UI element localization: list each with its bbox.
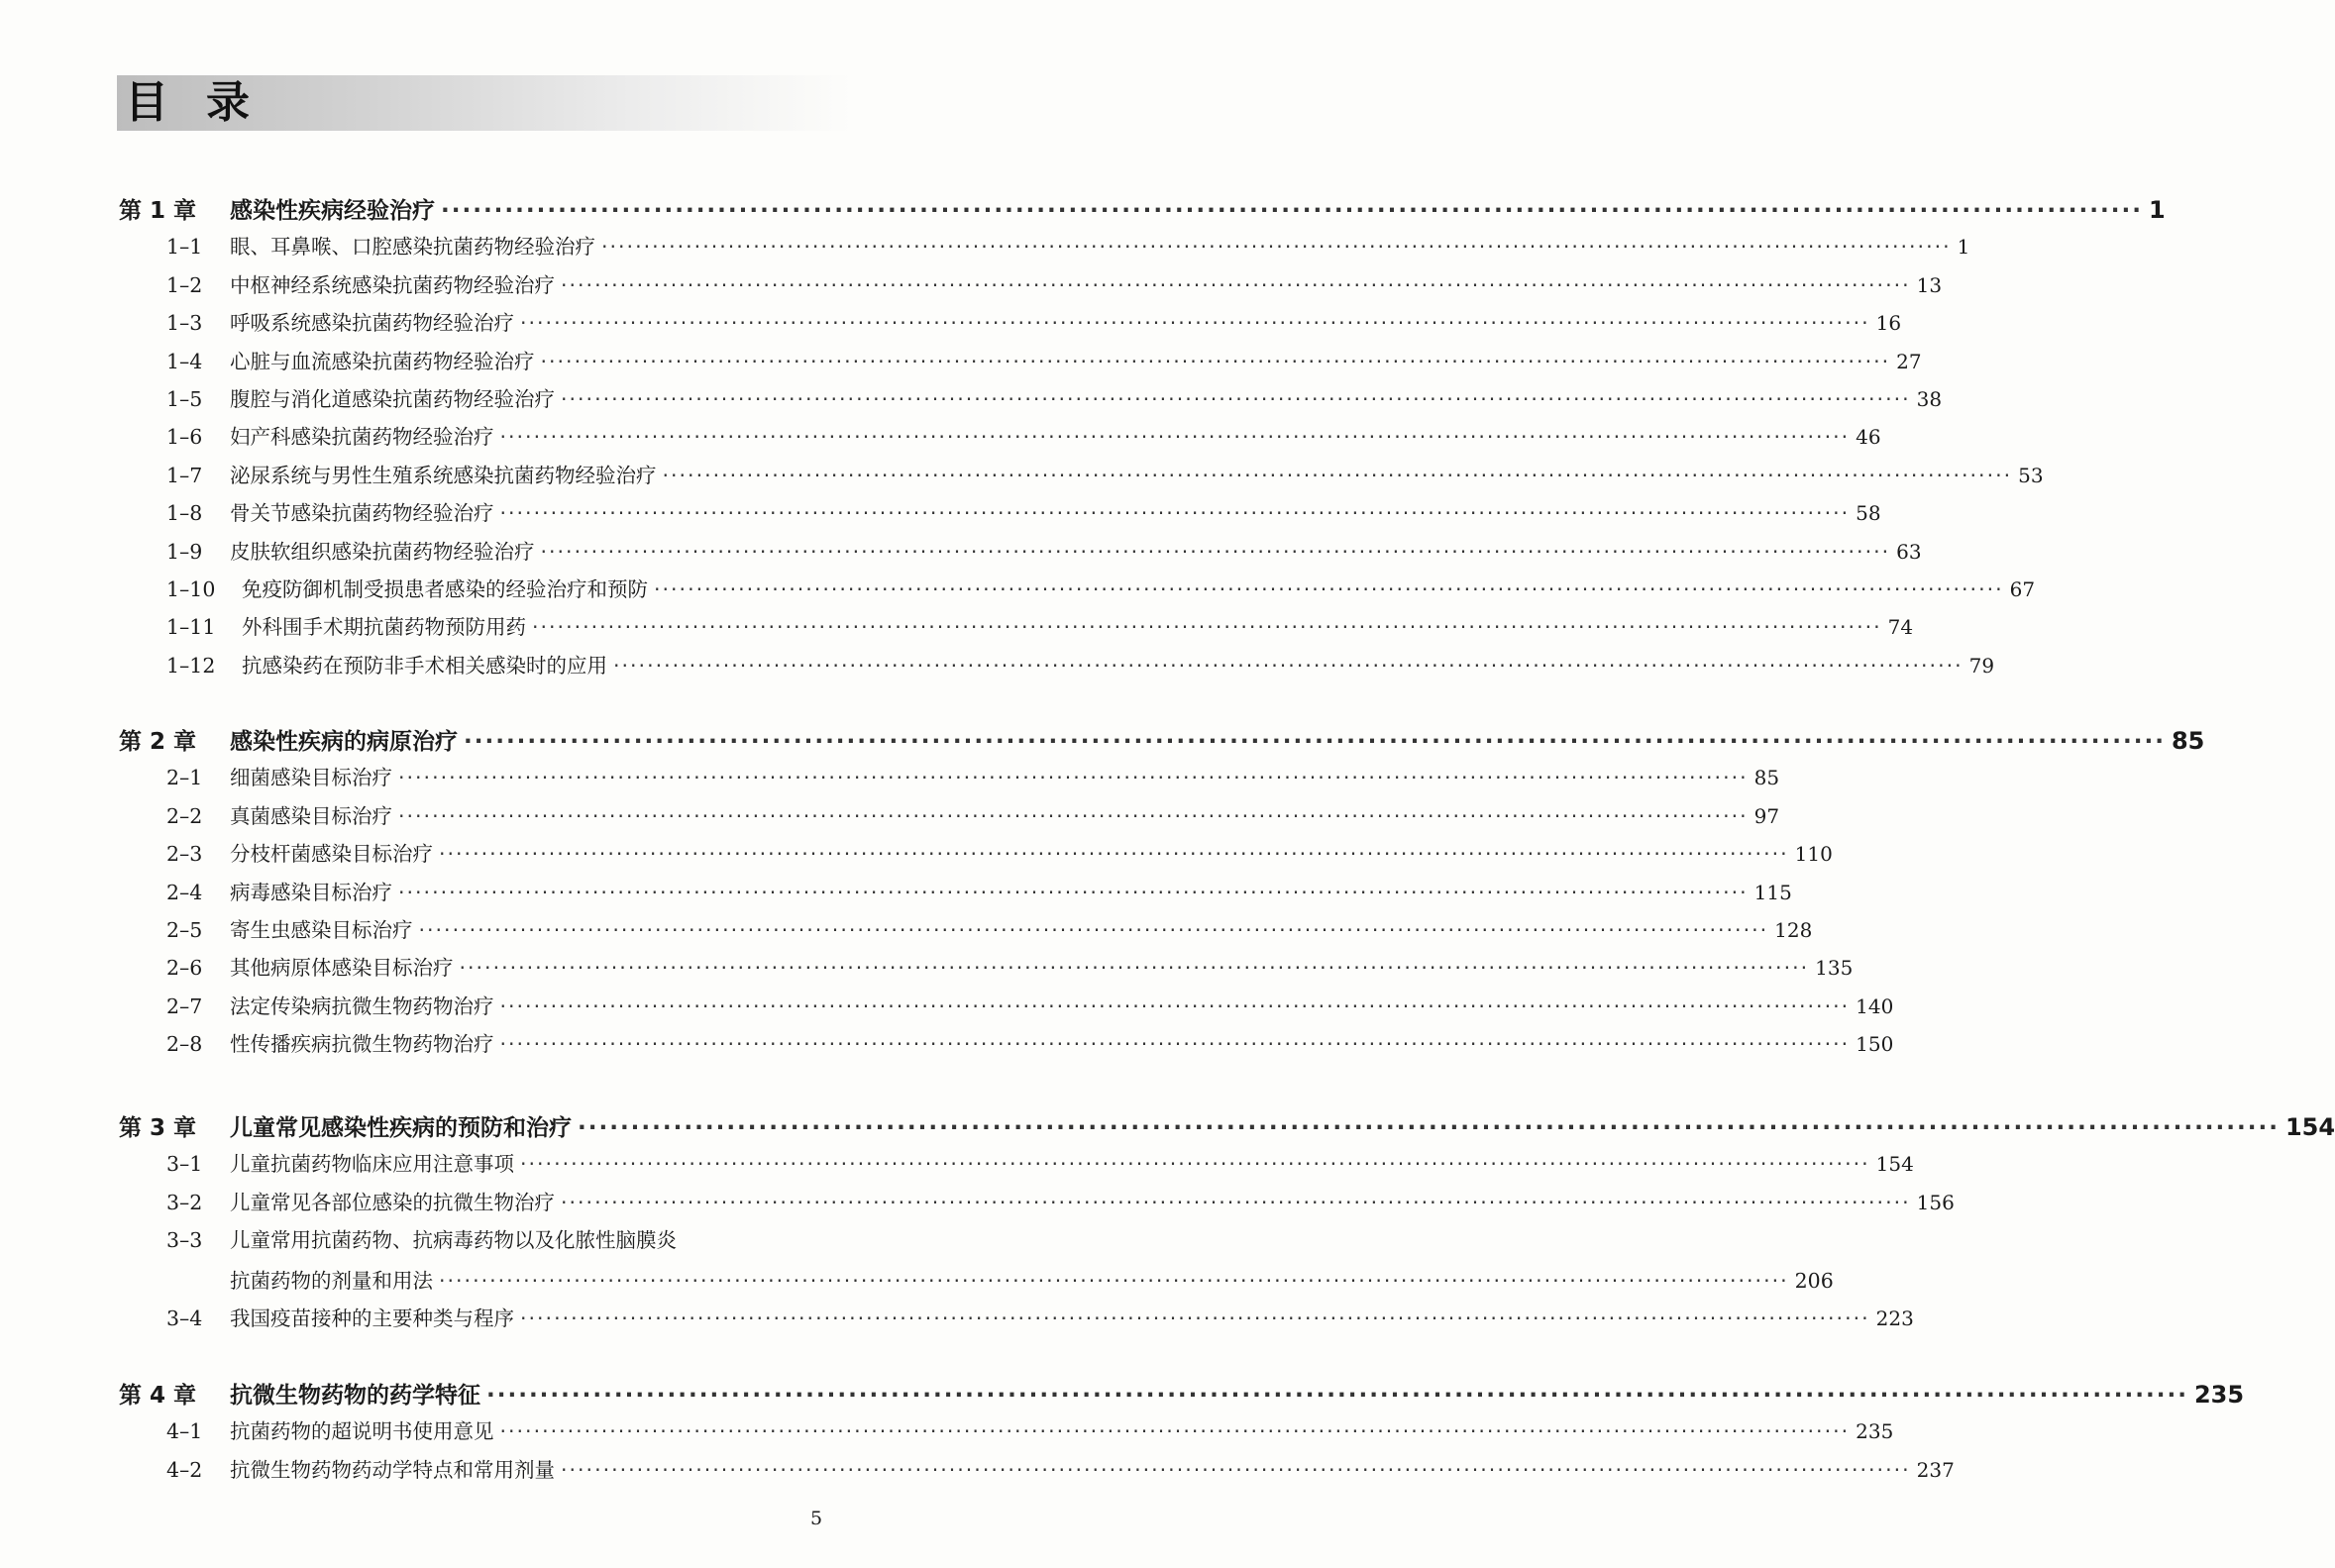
- section-page: 1: [1957, 235, 1970, 260]
- dot-leader: ································································································································································: [561, 1457, 1911, 1482]
- dot-leader: ································································································································································: [439, 1268, 1789, 1293]
- toc-chapter[interactable]: [119, 1109, 2335, 1142]
- chapter-title: 感染性疾病的病原治疗: [230, 729, 458, 755]
- dot-leader: ································································································································································: [499, 501, 1851, 526]
- section-title: 儿童常用抗菌药物、抗病毒药物以及化脓性脑膜炎: [230, 1228, 677, 1253]
- toc-entry[interactable]: [166, 913, 1813, 943]
- section-number: 1–12: [166, 653, 216, 678]
- section-number: 3–2: [166, 1190, 203, 1214]
- section-title: 妇产科感染抗菌药物经验治疗: [230, 425, 494, 450]
- dot-leader: ································································································································································: [398, 880, 1749, 904]
- toc-entry[interactable]: [166, 573, 2036, 602]
- dot-leader: ································································································································································: [540, 349, 1891, 373]
- toc-chapter[interactable]: [119, 723, 2205, 756]
- toc-entry[interactable]: [166, 761, 1780, 790]
- section-page: 63: [1896, 539, 1922, 564]
- section-number: 1–9: [166, 539, 203, 564]
- section-number: 1–11: [166, 615, 216, 640]
- section-page: 237: [1916, 1457, 1955, 1482]
- section-number: 3–4: [166, 1307, 203, 1330]
- toc-entry[interactable]: [166, 420, 1881, 450]
- page-number: 5: [810, 1508, 823, 1529]
- dot-leader: ································································································································································: [654, 577, 2004, 601]
- section-title: 真菌感染目标治疗: [230, 803, 392, 828]
- toc-chapter[interactable]: [119, 192, 2166, 225]
- section-number: 1–8: [166, 501, 203, 526]
- dot-leader: ································································································································································: [532, 615, 1882, 640]
- section-page: 67: [2009, 577, 2036, 601]
- section-title: 儿童抗菌药物临床应用注意事项: [230, 1152, 514, 1177]
- section-number: 2–6: [166, 956, 203, 981]
- section-page: 13: [1916, 272, 1943, 297]
- section-number: 3–1: [166, 1152, 203, 1177]
- cont-title: 抗菌药物的剂量和用法: [230, 1268, 433, 1293]
- dot-leader: ································································································································································: [418, 918, 1769, 942]
- section-number: 1–3: [166, 311, 203, 336]
- toc-entry[interactable]: [166, 1223, 828, 1253]
- dot-leader: ································································································································································: [486, 1383, 2188, 1409]
- section-number: 3–3: [166, 1228, 203, 1253]
- section-page: 46: [1856, 425, 1881, 450]
- section-title: 泌尿系统与男性生殖系统感染抗菌药物经验治疗: [230, 463, 657, 487]
- chapter-page: 154: [2284, 1113, 2335, 1141]
- section-page: 235: [1856, 1419, 1894, 1444]
- toc-entry[interactable]: [166, 799, 1780, 829]
- chapter-number: 第 3 章: [119, 1115, 197, 1141]
- section-page: 140: [1856, 993, 1894, 1018]
- section-title: 寄生虫感染目标治疗: [230, 918, 413, 942]
- toc-entry[interactable]: [166, 1147, 1914, 1177]
- section-page: 79: [1968, 653, 1995, 678]
- section-title: 外科围手术期抗菌药物预防用药: [242, 615, 526, 640]
- dot-leader: ································································································································································: [441, 198, 2143, 224]
- section-page: 110: [1794, 842, 1833, 867]
- section-page: 74: [1887, 615, 1914, 640]
- section-number: 2–4: [166, 880, 203, 904]
- section-page: 53: [2018, 463, 2044, 487]
- chapter-page: 85: [2171, 727, 2205, 755]
- dot-leader: ································································································································································: [499, 425, 1851, 450]
- section-title: 抗微生物药物药动学特点和常用剂量: [230, 1457, 555, 1482]
- section-page: 27: [1896, 349, 1922, 373]
- chapter-page: 235: [2193, 1381, 2245, 1409]
- section-number: 1–7: [166, 463, 203, 487]
- toc-entry[interactable]: [166, 837, 1833, 867]
- dot-leader: ································································································································································: [398, 803, 1749, 828]
- chapter-title: 感染性疾病经验治疗: [230, 198, 435, 224]
- chapter-number: 第 2 章: [119, 729, 197, 755]
- section-number: 2–2: [166, 803, 203, 828]
- chapter-number: 第 1 章: [119, 198, 197, 224]
- section-page: 85: [1753, 766, 1780, 790]
- dot-leader: ································································································································································: [520, 1152, 1870, 1177]
- dot-leader: ································································································································································: [464, 729, 2166, 755]
- dot-leader: ································································································································································: [540, 539, 1891, 564]
- toc-entry[interactable]: [166, 990, 1894, 1019]
- dot-leader: ································································································································································: [613, 653, 1964, 678]
- section-number: 1–1: [166, 235, 203, 260]
- toc-entry[interactable]: [166, 268, 1943, 298]
- section-number: 2–3: [166, 842, 203, 867]
- dot-leader: ································································································································································: [561, 272, 1911, 297]
- section-title: 其他病原体感染目标治疗: [230, 956, 454, 981]
- section-number: 2–1: [166, 766, 203, 790]
- toc-entry[interactable]: [166, 1302, 1914, 1331]
- toc-entry[interactable]: [166, 345, 1922, 374]
- dot-leader: ································································································································································: [499, 993, 1851, 1018]
- dot-leader: ································································································································································: [499, 1419, 1851, 1444]
- toc-entry[interactable]: [166, 1027, 1894, 1057]
- toc-entry[interactable]: [166, 459, 2044, 488]
- section-page: 156: [1916, 1190, 1955, 1214]
- section-page: 150: [1856, 1032, 1894, 1057]
- section-title: 分枝杆菌感染目标治疗: [230, 842, 433, 867]
- dot-leader: ································································································································································: [561, 387, 1911, 411]
- toc-entry[interactable]: [166, 1186, 1955, 1215]
- toc-entry[interactable]: [166, 1453, 1955, 1483]
- dot-leader: ································································································································································: [520, 311, 1870, 336]
- section-title: 抗菌药物的超说明书使用意见: [230, 1419, 494, 1444]
- section-title: 法定传染病抗微生物药物治疗: [230, 993, 494, 1018]
- section-page: 223: [1875, 1307, 1914, 1330]
- section-page: 97: [1753, 803, 1780, 828]
- chapter-title: 儿童常见感染性疾病的预防和治疗: [230, 1115, 572, 1141]
- toc-entry[interactable]: [166, 610, 1914, 640]
- section-title: 眼、耳鼻喉、口腔感染抗菌药物经验治疗: [230, 235, 595, 260]
- toc-chapter[interactable]: [119, 1377, 2245, 1410]
- section-page: 154: [1875, 1152, 1914, 1177]
- section-title: 心脏与血流感染抗菌药物经验治疗: [230, 349, 535, 373]
- toc-entry[interactable]: [166, 230, 1970, 260]
- dot-leader: ································································································································································: [499, 1032, 1851, 1057]
- section-title: 儿童常见各部位感染的抗微生物治疗: [230, 1190, 555, 1214]
- section-title: 细菌感染目标治疗: [230, 766, 392, 790]
- section-number: 2–5: [166, 918, 203, 942]
- dot-leader: ································································································································································: [520, 1307, 1870, 1330]
- chapter-page: 1: [2148, 196, 2166, 224]
- section-title: 骨关节感染抗菌药物经验治疗: [230, 501, 494, 526]
- section-number: 4–2: [166, 1457, 203, 1482]
- dot-leader: ································································································································································: [578, 1115, 2280, 1141]
- toc-entry[interactable]: [166, 951, 1854, 981]
- toc-entry[interactable]: [166, 1414, 1894, 1444]
- section-title: 免疫防御机制受损患者感染的经验治疗和预防: [242, 577, 648, 601]
- toc-entry[interactable]: [166, 876, 1792, 905]
- page-title: 目录: [125, 77, 287, 128]
- toc-entry[interactable]: [166, 382, 1943, 412]
- section-title: 呼吸系统感染抗菌药物经验治疗: [230, 311, 514, 336]
- section-title: 性传播疾病抗微生物药物治疗: [230, 1032, 494, 1057]
- toc-entry[interactable]: [166, 535, 1922, 565]
- dot-leader: ································································································································································: [601, 235, 1952, 260]
- toc-entry[interactable]: [166, 496, 1881, 526]
- section-page: 135: [1815, 956, 1854, 981]
- section-number: 1–10: [166, 577, 216, 601]
- dot-leader: ································································································································································: [662, 463, 2013, 487]
- section-page: 58: [1856, 501, 1881, 526]
- dot-leader: ································································································································································: [439, 842, 1789, 867]
- section-number: 2–7: [166, 993, 203, 1018]
- section-number: 1–4: [166, 349, 203, 373]
- toc-entry[interactable]: [166, 306, 1902, 336]
- chapter-number: 第 4 章: [119, 1383, 197, 1409]
- section-title: 中枢神经系统感染抗菌药物经验治疗: [230, 272, 555, 297]
- section-number: 4–1: [166, 1419, 203, 1444]
- toc-entry[interactable]: [230, 1264, 1834, 1294]
- toc-entry[interactable]: [166, 649, 1995, 679]
- dot-leader: ································································································································································: [459, 956, 1810, 981]
- section-title: 皮肤软组织感染抗菌药物经验治疗: [230, 539, 535, 564]
- chapter-title: 抗微生物药物的药学特征: [230, 1383, 480, 1409]
- section-title: 我国疫苗接种的主要种类与程序: [230, 1307, 514, 1330]
- section-page: 16: [1875, 311, 1902, 336]
- section-number: 1–5: [166, 387, 203, 411]
- section-title: 抗感染药在预防非手术相关感染时的应用: [242, 653, 607, 678]
- dot-leader: ································································································································································: [561, 1190, 1911, 1214]
- section-number: 1–6: [166, 425, 203, 450]
- section-number: 1–2: [166, 272, 203, 297]
- section-title: 病毒感染目标治疗: [230, 880, 392, 904]
- section-title: 腹腔与消化道感染抗菌药物经验治疗: [230, 387, 555, 411]
- cont-page: 206: [1794, 1268, 1834, 1293]
- dot-leader: ································································································································································: [398, 766, 1749, 790]
- section-page: 128: [1774, 918, 1813, 942]
- section-page: 38: [1916, 387, 1943, 411]
- section-number: 2–8: [166, 1032, 203, 1057]
- section-page: 115: [1753, 880, 1792, 904]
